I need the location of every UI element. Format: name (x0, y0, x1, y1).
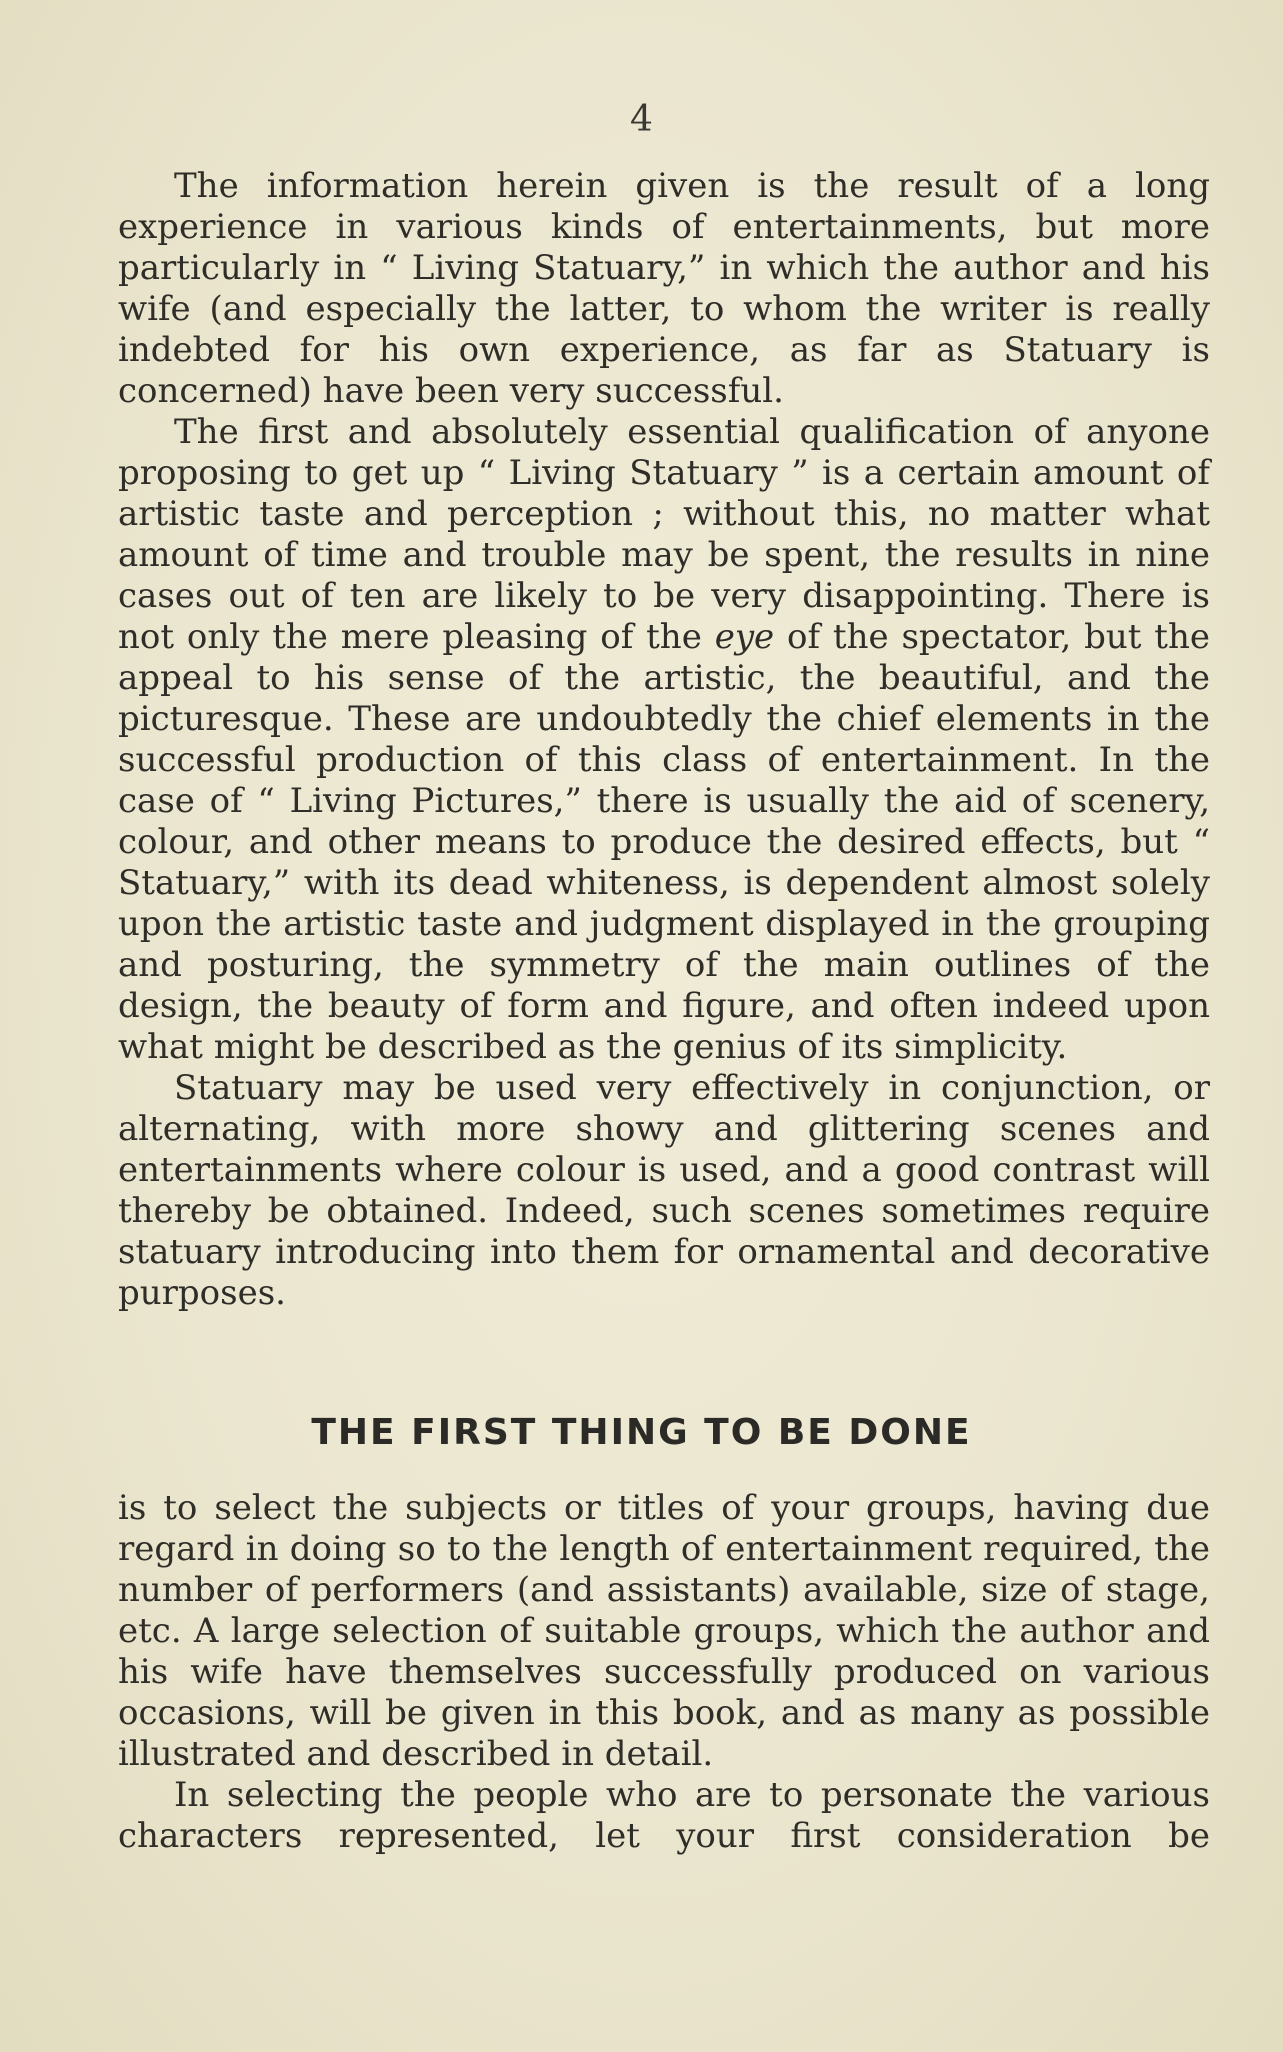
paragraph-2-text-b: of the spectator, but the appeal to his sense of the artistic, the beautiful, and the picturesque. These are undoubtedly the chief elements in the successful production of this class of entertainment. In the case of “ Living Pictures,” there is usually the aid of scenery, colour, and other means to produce the desired effects, but “ Statuary,” with its dead whiteness, is dependent almost solely upon the artistic taste and judgment displayed in the grouping and posturing, the symmetry of the main outlines of the design, the beauty of form and figure, and often indeed upon what might be described as the genius of its simplicity. (118, 617, 1210, 1067)
section-heading: THE FIRST THING TO BE DONE (311, 1412, 972, 1453)
paragraph-2-emphasis: eye (714, 617, 775, 657)
intro-text (118, 166, 1210, 1314)
paragraph-1: The information herein given is the result of a long experience in various kinds of entertainments, but more particularly in “ Living Statuary,” in which the author and his wife (and especially the latter, to whom the writer is really indebted for his own experience, as far as Statuary is concerned) have been very successful. (118, 166, 1210, 411)
paragraph-5: In selecting the people who are to personate the various characters represented, let your first consideration be (118, 1775, 1210, 1856)
page-number: 4 (630, 99, 653, 140)
section-text (118, 1488, 1210, 1857)
paragraph-3: Statuary may be used very effectively in conjunction, or alternating, with more showy and glittering scenes and entertainments where colour is used, and a good contrast will thereby be obtained. Indeed, such scenes sometimes require statuary introducing into them for ornamental and decorative purposes. (118, 1068, 1210, 1313)
paragraph-2 (118, 412, 1210, 1068)
paragraph-2-text-a: The first and absolutely essential qualification of anyone proposing to get up “ Living Statuary ” is a certain amount of artistic taste and perception ; without this, no matter what amount of time and trouble may be spent, the results in nine cases out of ten are likely to be very disappointing. There is not only the mere pleasing of the (118, 412, 1210, 657)
paragraph-4: is to select the subjects or titles of your groups, having due regard in doing so to the length of entertainment required, the number of performers (and assistants) available, size of stage, etc. A large selection of suitable groups, which the author and his wife have themselves successfully produced on various occasions, will be given in this book, and as many as possible illustrated and described in detail. (118, 1488, 1210, 1774)
